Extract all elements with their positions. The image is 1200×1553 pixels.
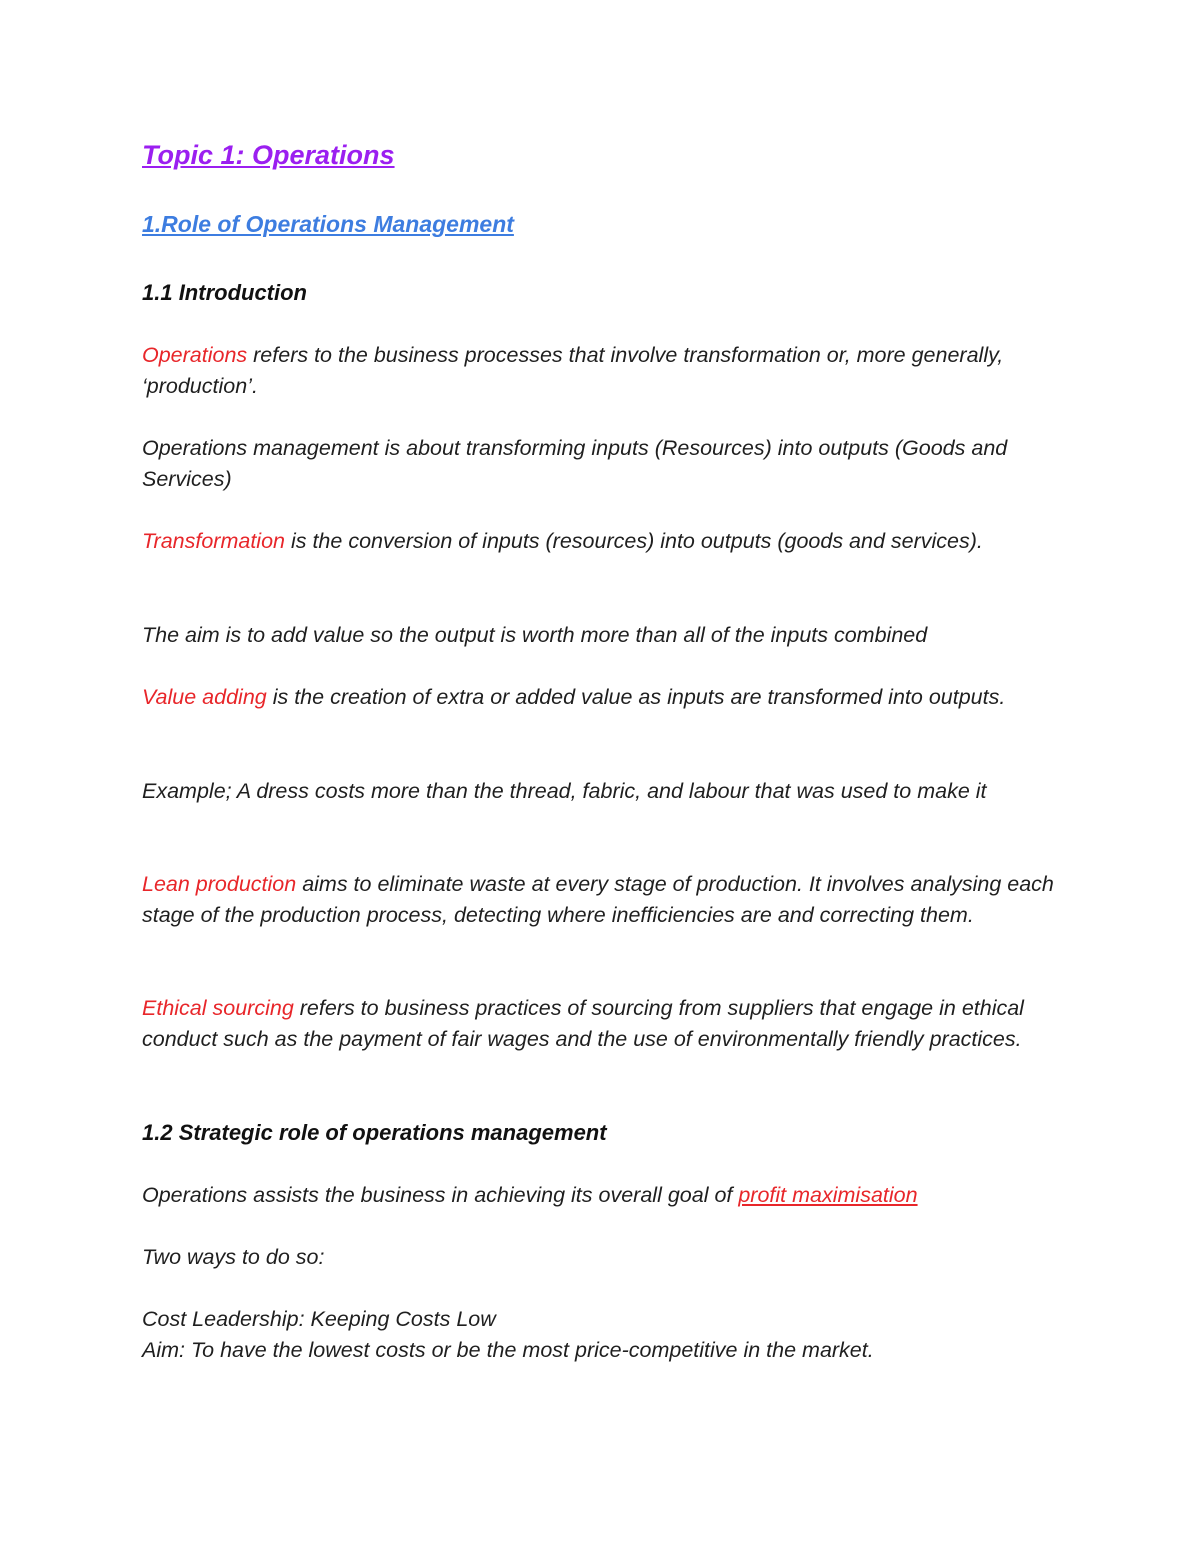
term-ethical-sourcing: Ethical sourcing bbox=[142, 996, 294, 1020]
paragraph-ethical-sourcing-definition bbox=[142, 993, 1057, 1055]
term-value-adding: Value adding bbox=[142, 685, 267, 709]
section-title-role-of-operations: 1.Role of Operations Management bbox=[142, 211, 514, 237]
paragraph-text: refers to business practices of sourcing from suppliers that engage in ethical conduct such as the payment of fair wages and the use of environmentally friendly practices. bbox=[142, 996, 1024, 1051]
paragraph-cost-leadership bbox=[142, 1304, 1057, 1366]
term-transformation: Transformation bbox=[142, 529, 285, 553]
paragraph-dress-example: Example; A dress costs more than the thread, fabric, and labour that was used to make it bbox=[142, 779, 987, 803]
paragraph-text: refers to the business processes that involve transformation or, more generally, ‘production’. bbox=[142, 343, 1004, 398]
paragraph-text: aims to eliminate waste at every stage of production. It involves analysing each stage of the production process, detecting where inefficiencies are and correcting them. bbox=[142, 872, 1054, 927]
paragraph-operations-management: Operations management is about transforming inputs (Resources) into outputs (Goods and Services) bbox=[142, 436, 1008, 491]
paragraph-value-adding-definition bbox=[142, 682, 1057, 713]
paragraph-two-ways: Two ways to do so: bbox=[142, 1245, 325, 1269]
document-title: Topic 1: Operations bbox=[142, 140, 395, 170]
heading-introduction: 1.1 Introduction bbox=[142, 280, 307, 305]
paragraph-aim-add-value: The aim is to add value so the output is worth more than all of the inputs combined bbox=[142, 623, 928, 647]
paragraph-lean-production-definition bbox=[142, 869, 1057, 931]
paragraph-operations-definition bbox=[142, 340, 1057, 402]
paragraph-text: Operations assists the business in achieving its overall goal of bbox=[142, 1183, 739, 1207]
heading-strategic-role: 1.2 Strategic role of operations management bbox=[142, 1120, 607, 1145]
term-operations: Operations bbox=[142, 343, 248, 367]
cost-leadership-aim-line: Aim: To have the lowest costs or be the most price-competitive in the market. bbox=[142, 1338, 874, 1362]
paragraph-text: is the creation of extra or added value as inputs are transformed into outputs. bbox=[266, 685, 1006, 709]
term-lean-production: Lean production bbox=[142, 872, 297, 896]
cost-leadership-line: Cost Leadership: Keeping Costs Low bbox=[142, 1307, 496, 1331]
paragraph-transformation-definition bbox=[142, 526, 1057, 557]
paragraph-profit-maximisation bbox=[142, 1180, 1057, 1211]
link-profit-maximisation[interactable]: profit maximisation bbox=[738, 1183, 918, 1207]
paragraph-text: is the conversion of inputs (resources) into outputs (goods and services). bbox=[284, 529, 983, 553]
